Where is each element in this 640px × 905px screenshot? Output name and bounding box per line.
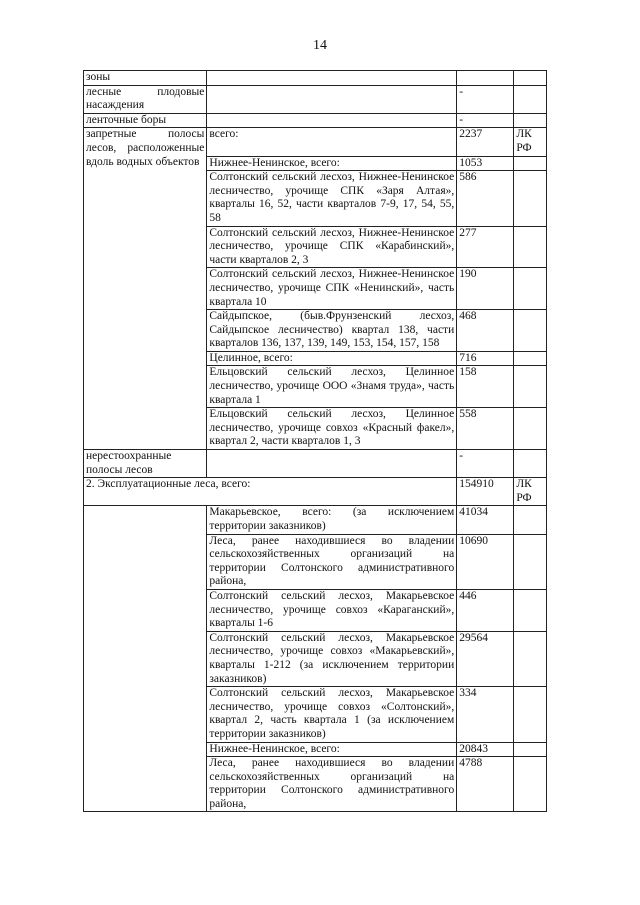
area-cell: 10690 xyxy=(457,534,514,589)
area-cell: 277 xyxy=(457,226,514,268)
forest-table xyxy=(83,70,547,812)
basis-cell xyxy=(514,268,547,310)
location-cell: Нижнее-Ненинское, всего: xyxy=(207,156,457,171)
basis-cell xyxy=(514,113,547,128)
basis-cell xyxy=(514,631,547,686)
location-cell: Леса, ранее находившиеся во владении сельскохозяйственных организаций на территории Солтонского административного района, xyxy=(207,757,457,812)
area-cell xyxy=(457,71,514,86)
basis-cell xyxy=(514,351,547,366)
location-cell: Целинное, всего: xyxy=(207,351,457,366)
basis-cell xyxy=(514,85,547,113)
area-cell: - xyxy=(457,113,514,128)
basis-cell xyxy=(514,742,547,757)
area-cell: 716 xyxy=(457,351,514,366)
area-cell: 446 xyxy=(457,589,514,631)
basis-cell: ЛК РФ xyxy=(514,128,547,156)
basis-cell: ЛК РФ xyxy=(514,478,547,506)
basis-cell xyxy=(514,687,547,742)
location-cell xyxy=(207,113,457,128)
basis-cell xyxy=(514,156,547,171)
basis-cell xyxy=(514,310,547,352)
area-cell: 41034 xyxy=(457,506,514,534)
location-cell: Солтонский сельский лесхоз, Макарьевское лесничество, урочище совхоз «Караганский», кварталы 1-6 xyxy=(207,589,457,631)
basis-cell xyxy=(514,366,547,408)
location-cell: Ельцовский сельский лесхоз, Целинное лесничество, урочище ООО «Знамя труда», часть квартала 1 xyxy=(207,366,457,408)
table-row xyxy=(84,506,547,534)
section-title-cell: 2. Эксплуатационные леса, всего: xyxy=(84,478,457,506)
area-cell: 158 xyxy=(457,366,514,408)
location-cell: Солтонский сельский лесхоз, Нижнее-Ненинское лесничество, урочище СПК «Заря Алтая», кварталы 16, 52, части кварталов 7-9, 17, 54, 55, 58 xyxy=(207,171,457,226)
table-row xyxy=(84,71,547,86)
location-cell: Макарьевское, всего: (за исключением территории заказников) xyxy=(207,506,457,534)
basis-cell xyxy=(514,171,547,226)
area-cell: 468 xyxy=(457,310,514,352)
area-cell: 558 xyxy=(457,408,514,450)
location-cell: Солтонский сельский лесхоз, Макарьевское лесничество, урочище совхоз «Солтонский», квартал 2, часть квартала 1 (за исключением территории заказников) xyxy=(207,687,457,742)
table-row xyxy=(84,478,547,506)
area-cell: - xyxy=(457,450,514,478)
basis-cell xyxy=(514,589,547,631)
page-number: 14 xyxy=(313,38,327,53)
basis-cell xyxy=(514,71,547,86)
area-cell: 1053 xyxy=(457,156,514,171)
area-cell: 4788 xyxy=(457,757,514,812)
area-cell: 190 xyxy=(457,268,514,310)
location-cell: Солтонский сельский лесхоз, Макарьевское лесничество, урочище совхоз «Макарьевский», кварталы 1-212 (за исключением территории заказников) xyxy=(207,631,457,686)
area-cell: 154910 xyxy=(457,478,514,506)
area-cell: 29564 xyxy=(457,631,514,686)
category-cell: ленточные боры xyxy=(84,113,207,128)
location-cell: всего: xyxy=(207,128,457,156)
basis-cell xyxy=(514,757,547,812)
location-cell xyxy=(207,71,457,86)
location-cell: Солтонский сельский лесхоз, Нижнее-Ненинское лесничество, урочище СПК «Ненинский», часть квартала 10 xyxy=(207,268,457,310)
area-cell: 334 xyxy=(457,687,514,742)
basis-cell xyxy=(514,450,547,478)
location-cell: Нижнее-Ненинское, всего: xyxy=(207,742,457,757)
table-row xyxy=(84,450,547,478)
location-cell: Сайдыпское, (быв.Фрунзенский лесхоз, Сайдыпское лесничество) квартал 138, части кварталов 136, 137, 139, 149, 153, 154, 157, 158 xyxy=(207,310,457,352)
category-cell: зоны xyxy=(84,71,207,86)
area-cell: 20843 xyxy=(457,742,514,757)
area-cell: - xyxy=(457,85,514,113)
table-row xyxy=(84,113,547,128)
location-cell xyxy=(207,85,457,113)
location-cell: Ельцовский сельский лесхоз, Целинное лесничество, урочище совхоз «Красный факел», квартал 2, части кварталов 1, 3 xyxy=(207,408,457,450)
basis-cell xyxy=(514,226,547,268)
category-cell: лесные плодовые насаждения xyxy=(84,85,207,113)
location-cell: Леса, ранее находившиеся во владении сельскохозяйственных организаций на территории Солтонского административного района, xyxy=(207,534,457,589)
table-row xyxy=(84,85,547,113)
basis-cell xyxy=(514,534,547,589)
location-cell: Солтонский сельский лесхоз, Нижнее-Ненинское лесничество, урочище СПК «Карабинский», части кварталов 2, 3 xyxy=(207,226,457,268)
category-cell: запретные полосы лесов, расположенные вдоль водных объектов xyxy=(84,128,207,450)
basis-cell xyxy=(514,408,547,450)
category-cell xyxy=(84,506,207,812)
category-cell: нерестоохранные полосы лесов xyxy=(84,450,207,478)
location-cell xyxy=(207,450,457,478)
table-row xyxy=(84,128,547,156)
area-cell: 2237 xyxy=(457,128,514,156)
basis-cell xyxy=(514,506,547,534)
area-cell: 586 xyxy=(457,171,514,226)
